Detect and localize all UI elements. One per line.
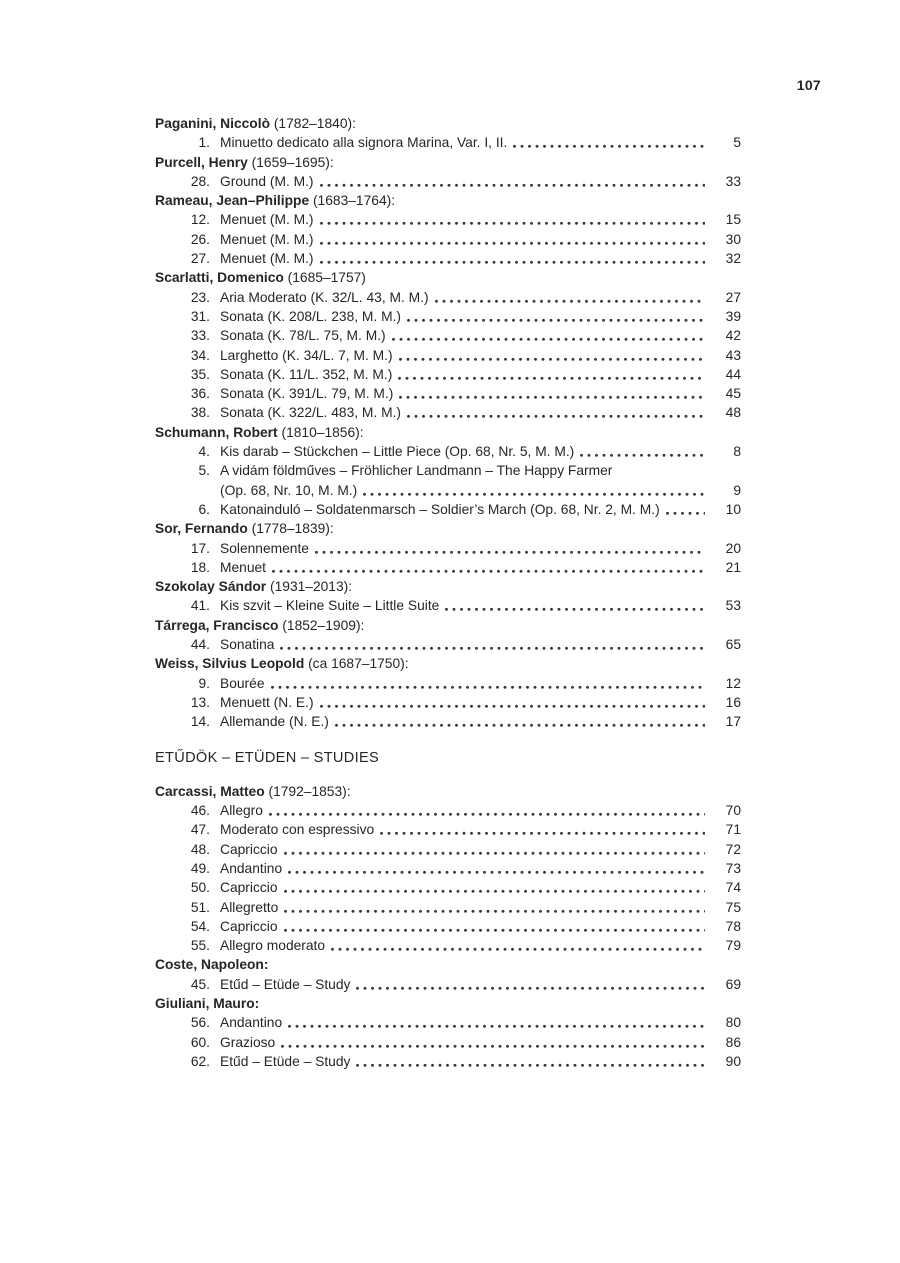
toc-entry [155,307,741,326]
composer-heading [155,994,741,1013]
entry-title: Capriccio [220,841,278,857]
entry-number: 56. [190,1015,210,1031]
composer-heading [155,782,741,801]
entry-page: 69 [725,976,741,992]
entry-title: Allemande (N. E.) [220,714,329,730]
toc-entry [155,558,741,577]
entry-title: Moderato con espressivo [220,822,375,838]
entry-page: 5 [733,135,741,151]
entry-title: Menuet (M. M.) [220,212,314,228]
entry-page: 78 [725,918,741,934]
dot-leader [319,693,705,712]
entry-title: Menuet [220,559,267,575]
entry-number: 41. [190,598,210,614]
entry-page: 30 [725,231,741,247]
composer-dates: (1659–1695): [247,154,334,170]
entry-page: 17 [725,714,741,730]
composer-heading [155,955,741,974]
composer-dates: (1931–2013): [266,579,353,595]
entry-page: 90 [725,1053,741,1069]
toc-entry [155,635,741,654]
toc-entry [155,596,741,615]
entry-number: 47. [190,822,210,838]
entry-page: 79 [725,938,741,954]
entry-number: 38. [190,405,210,421]
dot-leader [268,801,705,820]
composer-heading [155,423,741,442]
dot-leader [283,878,705,897]
dot-leader [283,840,705,859]
composer-name: Coste, Napoleon: [155,957,269,973]
entry-number: 28. [190,173,210,189]
entry-page: 12 [725,675,741,691]
entry-number: 49. [190,860,210,876]
entry-title: Minuetto dedicato alla signora Marina, Var. I, II. [220,135,508,151]
composer-dates: (1810–1856): [277,424,364,440]
dot-leader [362,481,705,500]
toc-entry [155,840,741,859]
entry-number: 31. [190,308,210,324]
entry-title: Sonatina [220,637,275,653]
dot-leader [283,898,705,917]
dot-leader [283,917,705,936]
dot-leader [355,975,705,994]
composer-name: Weiss, Silvius Leopold [155,656,305,672]
entry-number: 33. [190,328,210,344]
entry-title: Sonata (K. 322/L. 483, M. M.) [220,405,401,421]
toc-entry [155,693,741,712]
entry-page: 48 [725,405,741,421]
entry-page: 80 [725,1015,741,1031]
toc-entry [155,230,741,249]
toc-entry [155,365,741,384]
dot-leader [512,133,705,152]
entry-title: Capriccio [220,918,278,934]
entry-number: 45. [190,976,210,992]
composer-name: Carcassi, Matteo [155,783,265,799]
dot-leader [398,384,705,403]
entry-number: 35. [190,366,210,382]
dot-leader [319,230,705,249]
composer-heading [155,268,741,287]
entry-page: 75 [725,899,741,915]
dot-leader [406,307,705,326]
entry-page: 27 [725,289,741,305]
entry-page: 42 [725,328,741,344]
toc-entry [155,210,741,229]
toc-entry [155,936,741,955]
toc-entry-continuation [155,481,741,500]
entry-number: 36. [190,386,210,402]
entry-title: Katonainduló – Soldatenmarsch – Soldier’s March (Op. 68, Nr. 2, M. M.) [220,501,660,517]
entry-number: 6. [198,501,210,517]
entry-title: Solennemente [220,540,309,556]
entry-page: 15 [725,212,741,228]
entry-number: 54. [190,918,210,934]
toc-entry [155,539,741,558]
entry-page: 10 [725,501,741,517]
composer-dates: (1792–1853): [264,783,351,799]
entry-title: Allegro [220,803,263,819]
composer-dates: (1782–1840): [270,116,356,131]
entry-page: 39 [725,308,741,324]
toc-entry [155,878,741,897]
entry-number: 17. [190,540,210,556]
entry-page: 43 [725,347,741,363]
dot-leader [665,500,705,519]
entry-page: 65 [725,637,741,653]
entry-page: 86 [725,1034,741,1050]
entry-title: Sonata (K. 78/L. 75, M. M.) [220,328,386,344]
composer-name: Szokolay Sándor [155,579,267,595]
entry-title: Menuet (M. M.) [220,251,314,267]
dot-leader [319,210,705,229]
toc-entry [155,326,741,345]
toc-entry [155,674,741,693]
toc-entry [155,384,741,403]
dot-leader [287,1013,705,1032]
entry-title: Allegretto [220,899,279,915]
toc-entry [155,801,741,820]
dot-leader [314,539,705,558]
toc-entry [155,975,741,994]
toc-entry [155,403,741,422]
entry-page: 70 [725,803,741,819]
composer-name: Schumann, Robert [155,424,278,440]
toc-entry [155,133,741,152]
entry-title: Grazioso [220,1034,276,1050]
toc-entry [155,288,741,307]
entry-page: 44 [725,366,741,382]
toc-entry [155,898,741,917]
entry-title: Sonata (K. 208/L. 238, M. M.) [220,308,401,324]
composer-heading [155,153,741,172]
entry-title: Allegro moderato [220,938,326,954]
toc-entry [155,1052,741,1071]
toc-entry [155,712,741,731]
composer-dates: (ca 1687–1750): [304,656,409,672]
entry-title: Kis szvit – Kleine Suite – Little Suite [220,598,440,614]
composer-name: Tárrega, Francisco [155,617,279,633]
dot-leader [379,820,705,839]
entry-number: 1. [198,135,210,151]
entry-number: 4. [198,444,210,460]
dot-leader [334,712,705,731]
entry-page: 33 [725,173,741,189]
toc-entry [155,442,741,461]
toc-entry [155,346,741,365]
entry-page: 53 [725,598,741,614]
toc-entry [155,172,741,191]
entry-number: 27. [190,251,210,267]
dot-leader [271,558,705,577]
entry-page: 21 [725,559,741,575]
composer-name: Rameau, Jean–Philippe [155,193,310,209]
entry-title: Bourée [220,675,265,691]
composer-dates: (1778–1839): [247,521,334,537]
composer-name: Paganini, Niccolò [155,116,270,131]
entry-number: 50. [190,880,210,896]
composer-name: Sor, Fernando [155,521,248,537]
composer-heading [155,191,741,210]
dot-leader [406,403,705,422]
entry-title: Capriccio [220,880,278,896]
entry-number: 12. [190,212,210,228]
composer-heading [155,654,741,673]
entry-number: 55. [190,938,210,954]
entry-number: 46. [190,803,210,819]
composer-dates: (1685–1757) [283,270,366,286]
entry-title: A vidám földműves – Fröhlicher Landmann – The Happy Farmer [220,463,613,479]
entry-title: Sonata (K. 11/L. 352, M. M.) [220,366,393,382]
entry-number: 26. [190,231,210,247]
composer-heading [155,519,741,538]
composer-dates: (1852–1909): [278,617,365,633]
toc [155,114,741,1071]
entry-page: 20 [725,540,741,556]
dot-leader [398,346,705,365]
composer-name: Scarlatti, Domenico [155,270,284,286]
entry-number: 34. [190,347,210,363]
entry-number: 18. [190,559,210,575]
entry-number: 5. [198,463,210,479]
toc-entry [155,1033,741,1052]
dot-leader [355,1052,705,1071]
composer-heading [155,577,741,596]
dot-leader [287,859,705,878]
dot-leader [397,365,705,384]
entry-title: Kis darab – Stückchen – Little Piece (Op. 68, Nr. 5, M. M.) [220,444,575,460]
entry-page: 74 [725,880,741,896]
composer-heading [155,616,741,635]
entry-page: 72 [725,841,741,857]
entry-number: 13. [190,694,210,710]
entry-title: Etűd – Etüde – Study [220,1053,351,1069]
toc-entry [155,249,741,268]
entry-page: 32 [725,251,741,267]
toc-entry [155,859,741,878]
page-number: 107 [796,77,821,93]
composer-heading [155,114,741,133]
entry-number: 51. [190,899,210,915]
entry-page: 45 [725,386,741,402]
dot-leader [330,936,705,955]
entry-page: 9 [733,482,741,498]
composer-name: Giuliani, Mauro: [155,996,260,1012]
composer-dates: (1683–1764): [309,193,396,209]
entry-number: 23. [190,289,210,305]
entry-number: 48. [190,841,210,857]
entry-title: Menuet (M. M.) [220,231,314,247]
toc-entry [155,461,741,480]
dot-leader [444,596,705,615]
entry-page: 8 [733,444,741,460]
dot-leader [579,442,705,461]
dot-leader [391,326,705,345]
entry-title: (Op. 68, Nr. 10, M. M.) [220,482,358,498]
entry-number: 60. [190,1034,210,1050]
dot-leader [270,674,706,693]
entry-title: Larghetto (K. 34/L. 7, M. M.) [220,347,393,363]
dot-leader [434,288,705,307]
entry-number: 9. [198,675,210,691]
entry-number: 62. [190,1053,210,1069]
entry-number: 44. [190,637,210,653]
entry-title: Menuett (N. E.) [220,694,314,710]
entry-title: Aria Moderato (K. 32/L. 43, M. M.) [220,289,429,305]
toc-entry [155,820,741,839]
entry-title: Sonata (K. 391/L. 79, M. M.) [220,386,394,402]
toc-entry [155,1013,741,1032]
dot-leader [319,172,705,191]
dot-leader [280,1033,705,1052]
toc-entry [155,917,741,936]
toc-entry [155,500,741,519]
entry-page: 16 [725,694,741,710]
entry-title: Andantino [220,860,283,876]
dot-leader [279,635,705,654]
section-heading: ETŰDÖK – ETÜDEN – STUDIES [155,749,380,766]
entry-title: Etűd – Etüde – Study [220,976,351,992]
entry-page: 71 [725,822,741,838]
entry-page: 73 [725,860,741,876]
composer-name: Purcell, Henry [155,154,248,170]
entry-title: Andantino [220,1015,283,1031]
entry-number: 14. [190,714,210,730]
entry-title: Ground (M. M.) [220,173,314,189]
dot-leader [319,249,705,268]
